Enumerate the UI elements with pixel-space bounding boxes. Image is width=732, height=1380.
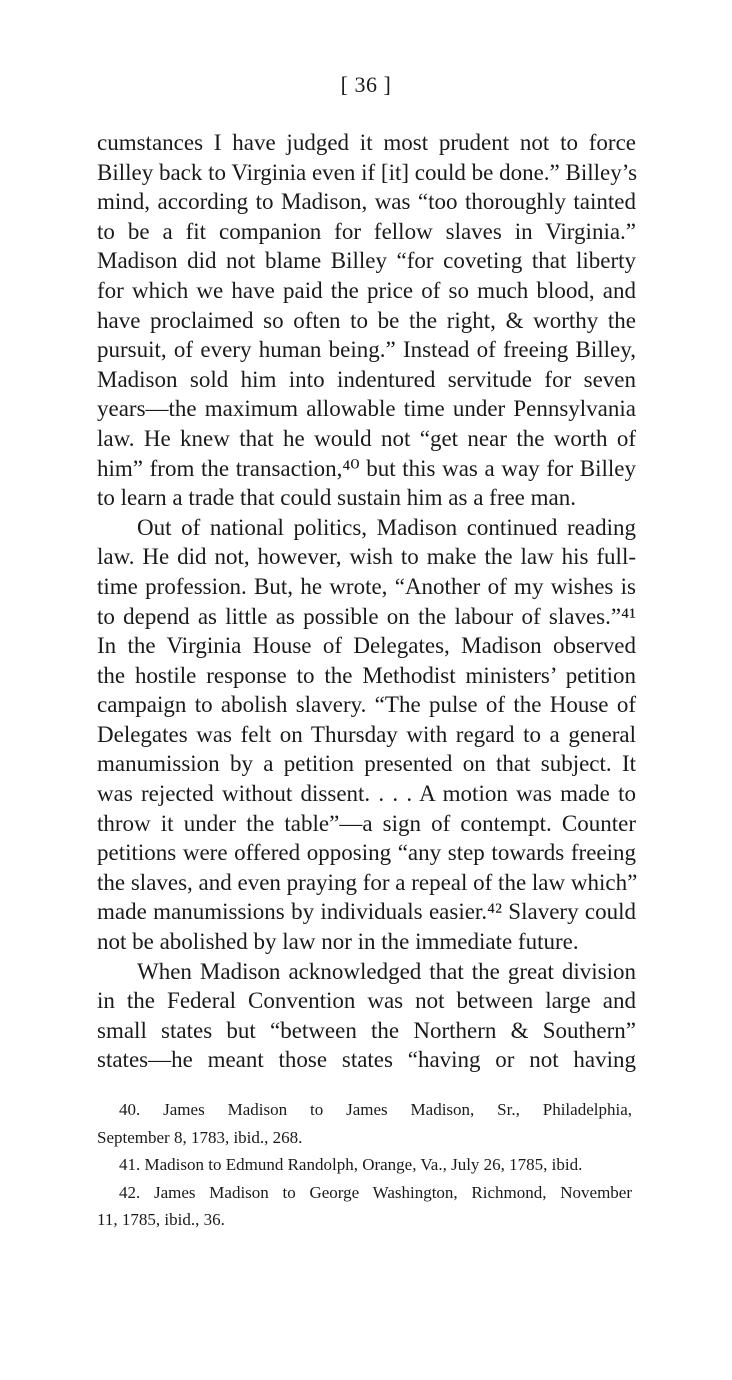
text-line: Madison sold him into indentured servitude for seven bbox=[97, 366, 636, 392]
footnotes bbox=[97, 1096, 632, 1234]
paragraph-3 bbox=[97, 957, 636, 1075]
text-line: throw it under the table”—a sign of contempt. Counter bbox=[97, 810, 636, 836]
page-number: [ 36 ] bbox=[340, 72, 392, 97]
text-line: the slaves, and even praying for a repeal of the law which” bbox=[97, 869, 638, 895]
text-line: made manumissions by individuals easier.⁴² Slavery could bbox=[97, 899, 636, 925]
paragraph-1 bbox=[97, 128, 636, 513]
text-line: years—the maximum allowable time under Pennsylvania bbox=[97, 396, 636, 422]
text-line: the hostile response to the Methodist ministers’ petition bbox=[97, 662, 636, 688]
text-line: law. He did not, however, wish to make the law his full- bbox=[97, 544, 636, 570]
footnote-40 bbox=[97, 1096, 632, 1151]
footnote-41 bbox=[97, 1151, 632, 1179]
text-line: Out of national politics, Madison continued reading bbox=[137, 514, 636, 540]
text-line: manumission by a petition presented on that subject. It bbox=[97, 751, 636, 777]
text-line: him” from the transaction,⁴⁰ but this was a way for Billey bbox=[97, 455, 636, 481]
text-line: for which we have paid the price of so much blood, and bbox=[97, 277, 636, 303]
footnote-line: 41. Madison to Edmund Randolph, Orange, Va., July 26, 1785, ibid. bbox=[119, 1155, 583, 1174]
text-line: Delegates was felt on Thursday with regard to a general bbox=[97, 721, 636, 747]
body-text bbox=[97, 128, 636, 1075]
footnote-line: 11, 1785, ibid., 36. bbox=[97, 1210, 225, 1229]
text-line: When Madison acknowledged that the great division bbox=[137, 958, 636, 984]
text-line: to learn a trade that could sustain him as a free man. bbox=[97, 485, 576, 511]
text-line: Madison did not blame Billey “for coveting that liberty bbox=[97, 248, 636, 274]
footnote-line: September 8, 1783, ibid., 268. bbox=[97, 1127, 303, 1147]
text-line: Billey back to Virginia even if [it] could be done.” Billey’s bbox=[97, 159, 638, 185]
text-line: In the Virginia House of Delegates, Madison observed bbox=[97, 633, 636, 659]
text-line: small states but “between the Northern & Southern” bbox=[97, 1017, 636, 1043]
text-line: to depend as little as possible on the labour of slaves.”⁴¹ bbox=[97, 603, 636, 629]
text-line: pursuit, of every human being.” Instead of freeing Billey, bbox=[97, 337, 636, 363]
text-line: campaign to abolish slavery. “The pulse of the House of bbox=[97, 692, 636, 718]
footnote-line: 42. James Madison to George Washington, Richmond, November bbox=[119, 1182, 632, 1202]
footnote-42 bbox=[97, 1179, 632, 1234]
text-line: cumstances I have judged it most prudent not to force bbox=[97, 130, 636, 155]
text-line: in the Federal Convention was not between large and bbox=[97, 988, 636, 1014]
text-line: petitions were offered opposing “any step towards freeing bbox=[97, 840, 636, 866]
text-line: was rejected without dissent. . . . A motion was made to bbox=[97, 781, 636, 807]
text-line: states—he meant those states “having or not having bbox=[97, 1047, 636, 1073]
text-line: time profession. But, he wrote, “Another of my wishes is bbox=[97, 573, 636, 599]
text-line: law. He knew that he would not “get near the worth of bbox=[97, 425, 636, 451]
text-line: to be a fit companion for fellow slaves in Virginia.” bbox=[97, 218, 636, 244]
text-line: mind, according to Madison, was “too thoroughly tainted bbox=[97, 189, 636, 215]
text-line: not be abolished by law nor in the immediate future. bbox=[97, 929, 579, 955]
paragraph-2 bbox=[97, 513, 636, 957]
footnote-line: 40. James Madison to James Madison, Sr., Philadelphia, bbox=[119, 1100, 632, 1119]
text-line: have proclaimed so often to be the right, & worthy the bbox=[97, 307, 636, 333]
